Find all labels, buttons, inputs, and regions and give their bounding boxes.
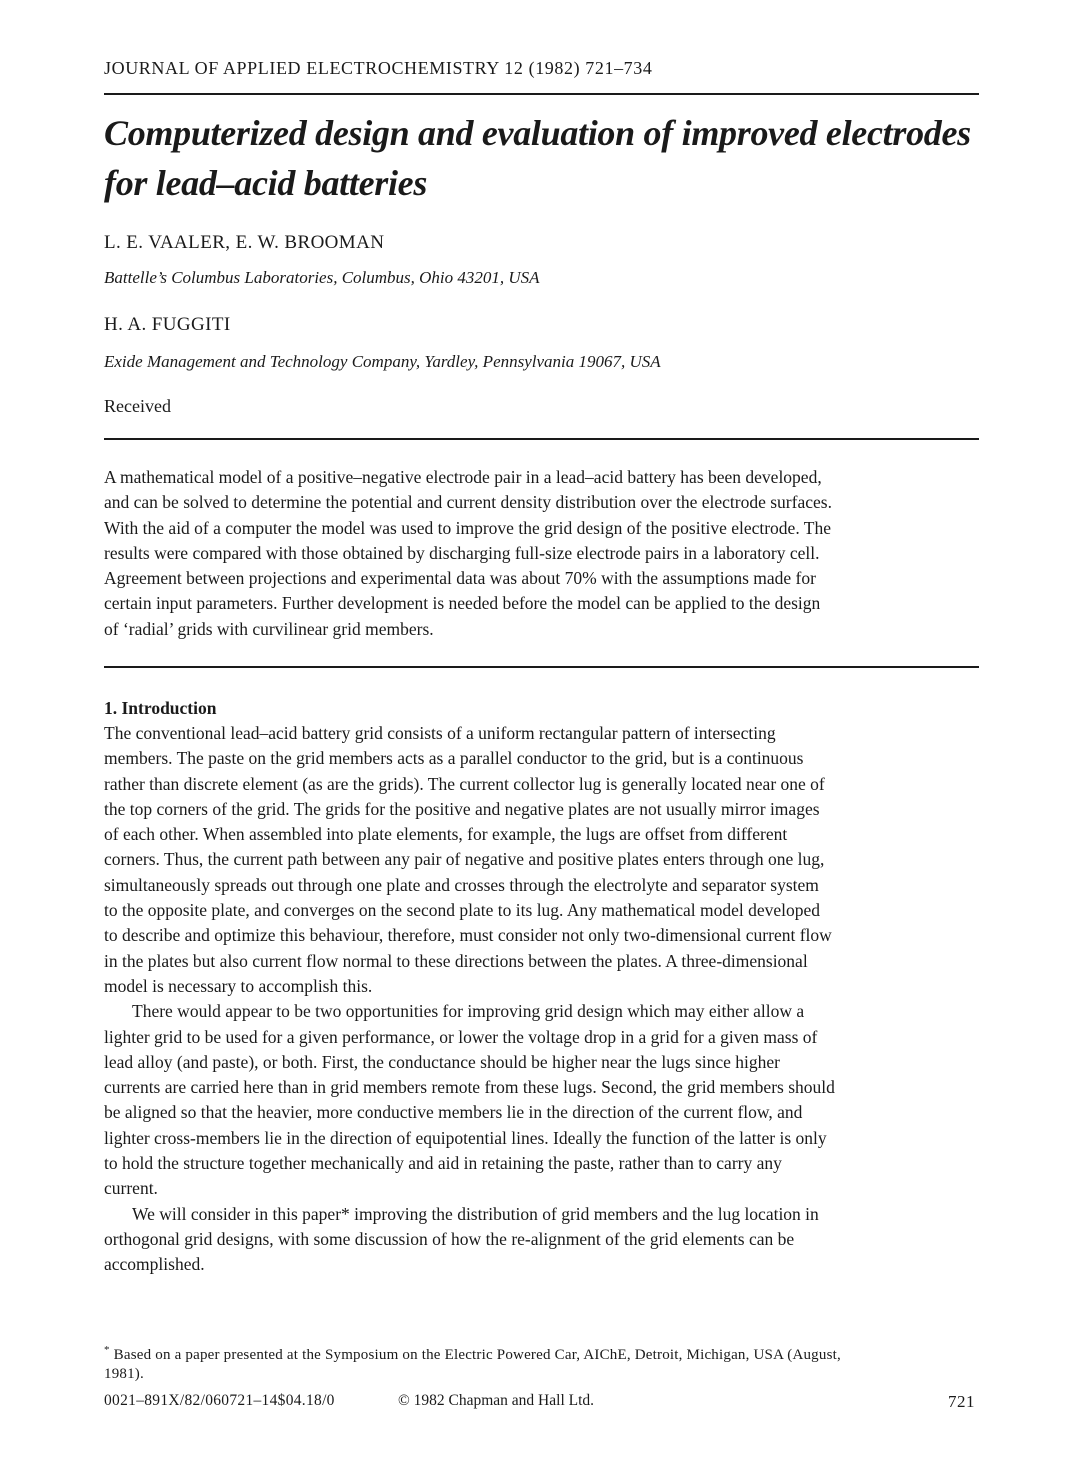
body-line: lighter cross-members lie in the direction of equipotential lines. Ideally the function of the latter is only	[104, 1127, 827, 1148]
journal-header: JOURNAL OF APPLIED ELECTROCHEMISTRY 12 (1982) 721–734	[104, 58, 653, 78]
abstract-line: and can be solved to determine the potential and current density distribution over the electrode surfaces.	[104, 492, 832, 513]
abstract-line: certain input parameters. Further development is needed before the model can be applied to the design	[104, 593, 821, 614]
body-line: to the opposite plate, and converges on the second plate to its lug. Any mathematical model developed	[104, 900, 821, 921]
body-line: simultaneously spreads out through one plate and crosses through the electrolyte and separator system	[104, 874, 819, 895]
title-line-1: Computerized design and evaluation of improved electrodes	[104, 113, 971, 153]
body-line: We will consider in this paper* improving the distribution of grid members and the lug location in	[132, 1203, 819, 1224]
body-line: in the plates but also current flow normal to these directions between the plates. A three-dimensional	[104, 950, 808, 971]
body-line: the top corners of the grid. The grids for the positive and negative plates are not usually mirror images	[104, 798, 820, 819]
body-line: to hold the structure together mechanically and aid in retaining the paste, rather than to carry any	[104, 1153, 782, 1174]
abstract-line: A mathematical model of a positive–negative electrode pair in a lead–acid battery has been developed,	[104, 467, 822, 487]
header-rule	[104, 93, 979, 95]
abstract-line: results were compared with those obtained by discharging full-size electrode pairs in a laboratory cell.	[104, 542, 820, 563]
footnote	[104, 1341, 984, 1384]
body-line: model is necessary to accomplish this.	[104, 975, 373, 996]
body-line: lead alloy (and paste), or both. First, the conductance should be higher near the lugs since higher	[104, 1051, 780, 1072]
affiliation-2: Exide Management and Technology Company, Yardley, Pennsylvania 19067, USA	[104, 352, 661, 371]
abstract-bottom-rule	[104, 666, 979, 668]
affiliation-1: Battelle’s Columbus Laboratories, Columbus, Ohio 43201, USA	[104, 268, 540, 287]
article-title	[104, 108, 984, 208]
body-line: lighter grid to be used for a given performance, or lower the voltage drop in a grid for a given mass of	[104, 1026, 818, 1047]
section-body	[104, 721, 984, 1278]
footnote-line-2: 1981).	[104, 1366, 144, 1382]
footnote-line-1	[104, 1341, 984, 1365]
page-number: 721	[948, 1392, 975, 1411]
abstract-line: of ‘radial’ grids with curvilinear grid members.	[104, 618, 434, 639]
body-line: current.	[104, 1178, 158, 1199]
body-line: to describe and optimize this behaviour, therefore, must consider not only two-dimensional current flow	[104, 925, 832, 946]
body-line: The conventional lead–acid battery grid consists of a uniform rectangular pattern of intersecting	[104, 723, 776, 743]
body-line: members. The paste on the grid members acts as a parallel conductor to the grid, but is a continuous	[104, 748, 804, 769]
authors-group-2: H. A. FUGGITI	[104, 314, 231, 335]
abstract-line: With the aid of a computer the model was used to improve the grid design of the positive electrode. The	[104, 517, 831, 538]
body-line: There would appear to be two opportunities for improving grid design which may either allow a	[132, 1001, 805, 1022]
title-line-2: for lead–acid batteries	[104, 163, 428, 203]
authors-group-1: L. E. VAALER, E. W. BROOMAN	[104, 232, 385, 253]
footnote-marker: *	[104, 1344, 110, 1356]
footnote-text: Based on a paper presented at the Symposium on the Electric Powered Car, AIChE, Detroit, Michigan, USA (August,	[109, 1347, 841, 1363]
body-line: orthogonal grid designs, with some discussion of how the re-alignment of the grid elements can be	[104, 1228, 795, 1249]
abstract-top-rule	[104, 438, 979, 440]
body-line: rather than discrete element (as are the grids). The current collector lug is generally located near one of	[104, 773, 825, 794]
body-line: currents are carried here than in grid members remote from these lugs. Second, the grid members should	[104, 1077, 835, 1098]
article-code: 0021–891X/82/060721–14$04.18/0	[104, 1392, 335, 1409]
body-line: accomplished.	[104, 1254, 205, 1275]
abstract-line: Agreement between projections and experimental data was about 70% with the assumptions made for	[104, 568, 816, 589]
received-label: Received	[104, 396, 171, 416]
section-heading: 1. Introduction	[104, 698, 217, 718]
copyright: © 1982 Chapman and Hall Ltd.	[398, 1392, 595, 1409]
body-line: of each other. When assembled into plate elements, for example, the lugs are offset from different	[104, 824, 788, 845]
abstract	[104, 465, 984, 642]
body-line: corners. Thus, the current path between any pair of negative and positive plates enters through one lug,	[104, 849, 825, 870]
body-line: be aligned so that the heavier, more conductive members lie in the direction of the current flow, and	[104, 1102, 803, 1123]
